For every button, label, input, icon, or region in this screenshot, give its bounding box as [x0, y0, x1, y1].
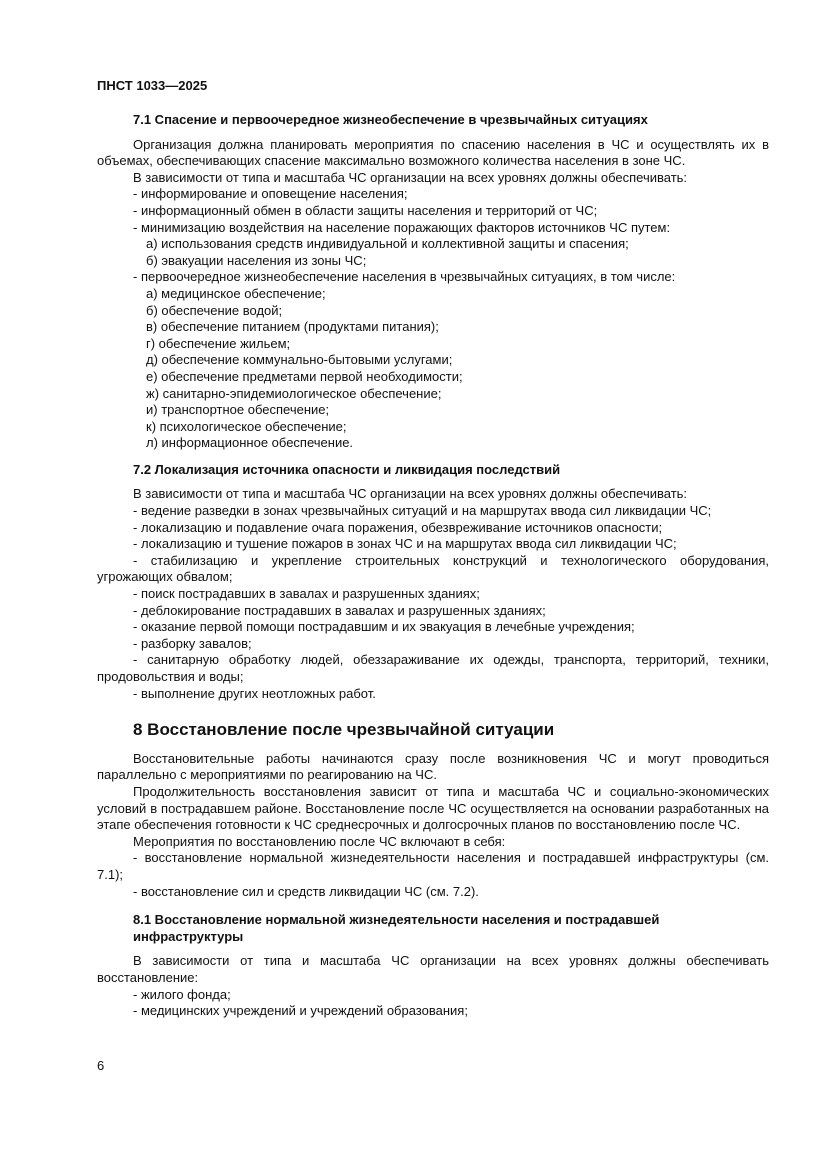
page-content: [97, 112, 769, 1020]
heading-line: 8.1 Восстановление нормальной жизнедеятельности населения и пострадавшей: [133, 912, 660, 928]
paragraph: В зависимости от типа и масштаба ЧС организации на всех уровнях должны обеспечивать:: [133, 169, 688, 185]
sub-list-item: л) информационное обеспечение.: [146, 435, 354, 451]
sub-list-item: б) эвакуации населения из зоны ЧС;: [146, 252, 367, 268]
section-8-1-heading: [133, 912, 769, 945]
list-item: - ведение разведки в зонах чрезвычайных ситуаций и на маршрутах ввода сил ликвидации ЧС;: [133, 503, 712, 519]
paragraph: Организация должна планировать мероприятия по спасению населения в ЧС и осуществлять их в объемах, обеспечивающих спасение максимально возможного количества населения в зоне ЧС.: [97, 136, 769, 169]
sub-list-item: а) медицинское обеспечение;: [146, 285, 326, 301]
list-item: - оказание первой помощи пострадавшим и их эвакуация в лечебные учреждения;: [133, 619, 635, 635]
sub-list-item: б) обеспечение водой;: [146, 302, 283, 318]
list-item: - первоочередное жизнеобеспечение населения в чрезвычайных ситуациях, в том числе:: [133, 269, 676, 285]
paragraph: Восстановительные работы начинаются сразу после возникновения ЧС и могут проводиться параллельно с мероприятиями по реагированию на ЧС.: [97, 750, 769, 783]
list-item: - жилого фонда;: [133, 986, 231, 1002]
list-item: - стабилизацию и укрепление строительных конструкций и технологического оборудования, угрожающих обвалом;: [97, 552, 769, 585]
heading-line: инфраструктуры: [133, 928, 244, 944]
list-item: - информационный обмен в области защиты населения и территорий от ЧС;: [133, 202, 598, 218]
list-item: - локализацию и тушение пожаров в зонах ЧС и на маршрутах ввода сил ликвидации ЧС;: [133, 536, 677, 552]
list-item: - информирование и оповещение населения;: [133, 186, 408, 202]
sub-list-item: в) обеспечение питанием (продуктами питания);: [146, 319, 439, 335]
list-item: - минимизацию воздействия на население поражающих факторов источников ЧС путем:: [133, 219, 671, 235]
sub-list-item: к) психологическое обеспечение;: [146, 418, 347, 434]
paragraph: Мероприятия по восстановлению после ЧС включают в себя:: [133, 833, 506, 849]
list-item: - восстановление сил и средств ликвидации ЧС (см. 7.2).: [133, 883, 479, 899]
sub-list-item: а) использования средств индивидуальной и коллективной защиты и спасения;: [146, 236, 629, 252]
paragraph: Продолжительность восстановления зависит от типа и масштаба ЧС и социально-экономических условий в пострадавшем районе. Восстановление после ЧС осуществляется на основании разработанных на этапе обеспечения готовности к ЧС среднесрочных и долгосрочных планов по восстановлению после ЧС.: [97, 783, 769, 833]
sub-list-item: г) обеспечение жильем;: [146, 335, 291, 351]
sub-list-item: е) обеспечение предметами первой необходимости;: [146, 368, 463, 384]
list-item: - санитарную обработку людей, обеззараживание их одежды, транспорта, территорий, техники, продовольствия и воды;: [97, 652, 769, 684]
list-item: - локализацию и подавление очага поражения, обезвреживание источников опасности;: [133, 519, 663, 535]
sub-list-item: и) транспортное обеспечение;: [146, 402, 330, 418]
section-7-1-heading: 7.1 Спасение и первоочередное жизнеобеспечение в чрезвычайных ситуациях: [133, 112, 648, 127]
list-item: - поиск пострадавших в завалах и разрушенных зданиях;: [133, 586, 480, 602]
list-item: - выполнение других неотложных работ.: [133, 685, 376, 701]
paragraph: В зависимости от типа и масштаба ЧС организации на всех уровнях должны обеспечивать:: [133, 486, 688, 502]
list-item: - медицинских учреждений и учреждений образования;: [133, 1003, 468, 1019]
sub-list-item: д) обеспечение коммунально-бытовыми услугами;: [146, 352, 453, 368]
list-item: - восстановление нормальной жизнедеятельности населения и пострадавшей инфраструктуры (см. 7.1);: [97, 850, 769, 882]
paragraph: В зависимости от типа и масштаба ЧС организации на всех уровнях должны обеспечивать восстановление:: [97, 953, 769, 985]
section-8-heading: 8 Восстановление после чрезвычайной ситуации: [133, 720, 555, 740]
list-item: - разборку завалов;: [133, 635, 252, 651]
page-number: 6: [97, 1058, 105, 1073]
sub-list-item: ж) санитарно-эпидемиологическое обеспечение;: [146, 385, 442, 401]
section-7-2-heading: 7.2 Локализация источника опасности и ликвидация последствий: [133, 461, 561, 477]
document-id: ПНСТ 1033—2025: [97, 78, 208, 93]
list-item: - деблокирование пострадавших в завалах и разрушенных зданиях;: [133, 602, 546, 618]
